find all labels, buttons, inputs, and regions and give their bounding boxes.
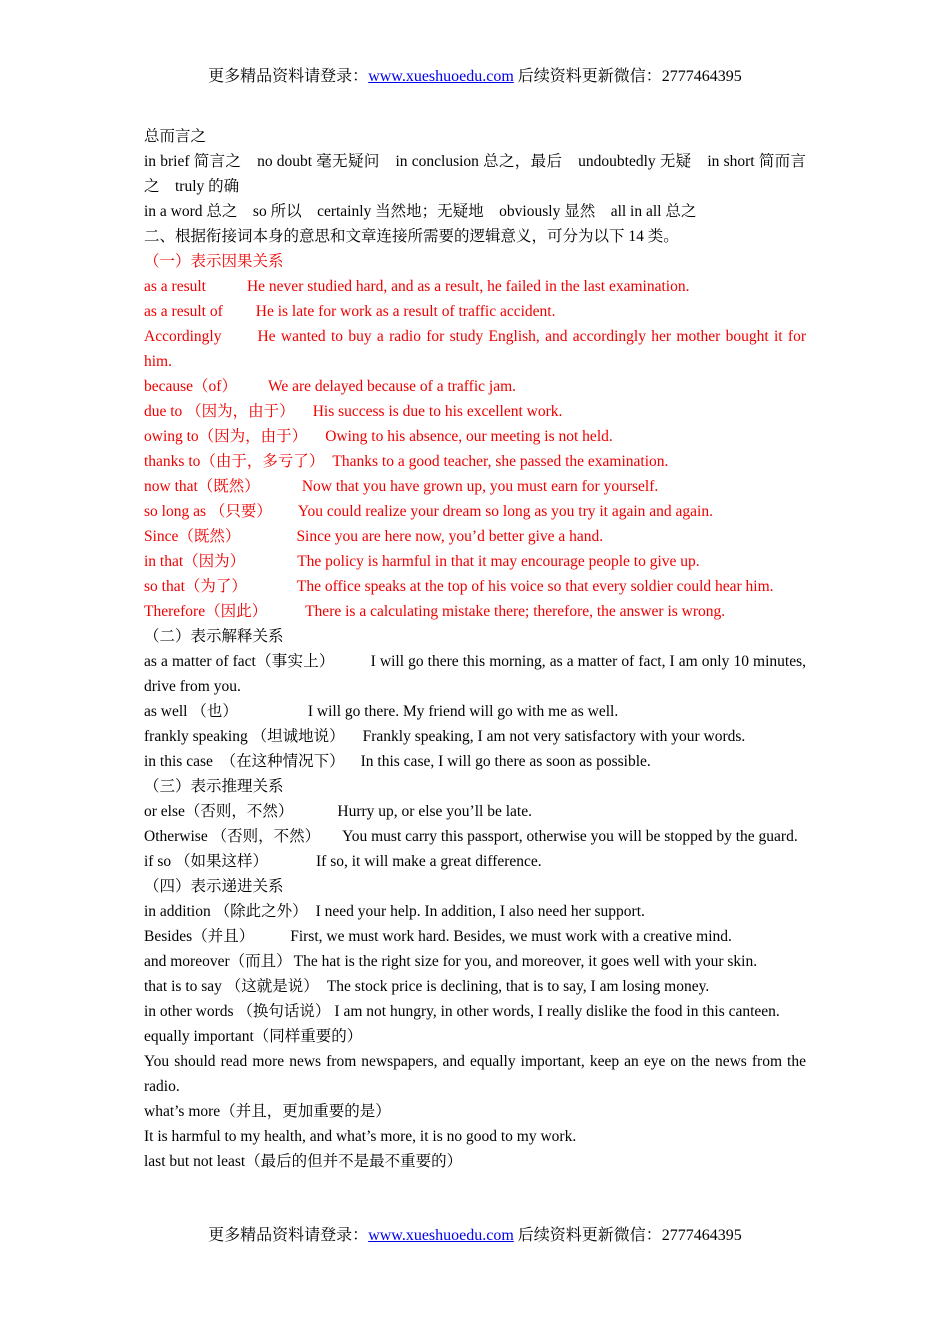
list-item <box>144 324 806 374</box>
intro-line-2: in brief 简言之 no doubt 毫无疑问 in conclusion 总之，最后 undoubtedly 无疑 in short 简而言之 truly 的确 <box>144 153 806 195</box>
example-sentence: He never studied hard, and as a result, he failed in the last examination. <box>246 278 690 295</box>
section-3-heading: （三）表示推理关系 <box>144 778 284 795</box>
connective-term: and moreover（而且） <box>144 953 292 970</box>
example-sentence: We are delayed because of a traffic jam. <box>267 378 517 395</box>
connective-term: if so （如果这样） <box>144 853 269 870</box>
example-sentence: Hurry up, or else you’ll be late. <box>337 803 532 820</box>
connective-term: thanks to（由于，多亏了） <box>144 453 325 470</box>
example-sentence: Thanks to a good teacher, she passed the examination. <box>332 453 669 470</box>
connective-term: that is to say （这就是说） <box>144 978 319 995</box>
list-item <box>144 949 806 974</box>
list-item <box>144 849 806 874</box>
list-item <box>144 999 806 1024</box>
list-item <box>144 374 806 399</box>
connective-term: in addition （除此之外） <box>144 903 308 920</box>
connective-term: so long as （只要） <box>144 503 272 520</box>
connective-term: as a result of <box>144 303 223 320</box>
list-item <box>144 574 806 599</box>
example-sentence: You must carry this passport, otherwise you will be stopped by the guard. <box>342 828 798 845</box>
connective-term: in that（因为） <box>144 553 246 570</box>
connective-term: or else（否则，不然） <box>144 803 294 820</box>
list-item <box>144 724 806 749</box>
header-prefix: 更多精品资料请登录： <box>208 68 369 85</box>
list-item <box>144 924 806 949</box>
connective-term: as a matter of fact（事实上） <box>144 653 335 670</box>
intro-line-4: 二、根据衔接词本身的意思和文章连接所需要的逻辑意义，可分为以下 14 类。 <box>144 228 679 245</box>
example-sentence: His success is due to his excellent work. <box>312 403 563 420</box>
connective-term: in this case （在这种情况下） <box>144 753 345 770</box>
section-2-heading: （二）表示解释关系 <box>144 628 284 645</box>
footer-suffix: 后续资料更新微信：2777464395 <box>513 1227 742 1244</box>
connective-term: frankly speaking （坦诚地说） <box>144 728 345 745</box>
list-item <box>144 274 806 299</box>
list-item <box>144 399 806 424</box>
list-item <box>144 449 806 474</box>
list-item <box>144 899 806 924</box>
list-item <box>144 799 806 824</box>
list-item <box>144 299 806 324</box>
list-item <box>144 749 806 774</box>
example-sentence: Since you are here now, you’d better give a hand. <box>296 528 604 545</box>
example-sentence: The policy is harmful in that it may encourage people to give up. <box>297 553 700 570</box>
footer-link[interactable]: www.xueshuoedu.com <box>368 1227 514 1244</box>
list-item <box>144 474 806 499</box>
example-sentence: I will go there this morning, as a matter of fact, I am only 10 minutes, drive from you. <box>144 653 806 695</box>
example-sentence: First, we must work hard. Besides, we must work with a creative mind. <box>290 928 732 945</box>
connective-term: last but not least（最后的但并不是最不重要的） <box>144 1153 463 1170</box>
example-sentence: The hat is the right size for you, and moreover, it goes well with your skin. <box>293 953 758 970</box>
page-footer <box>0 1225 950 1247</box>
list-item <box>144 499 806 524</box>
list-item <box>144 524 806 549</box>
connective-term: because（of） <box>144 378 237 395</box>
header-suffix: 后续资料更新微信：2777464395 <box>513 68 742 85</box>
example-sentence: There is a calculating mistake there; therefore, the answer is wrong. <box>305 603 726 620</box>
example-sentence: You should read more news from newspapers, and equally important, keep an eye on the news from the radio. <box>144 1053 806 1095</box>
document-body <box>144 124 806 1174</box>
example-sentence: In this case, I will go there as soon as possible. <box>360 753 651 770</box>
example-sentence: He wanted to buy a radio for study English, and accordingly her mother bought it for him. <box>144 328 806 370</box>
connective-term: Accordingly <box>144 328 222 345</box>
connective-term: Besides（并且） <box>144 928 255 945</box>
example-sentence: He is late for work as a result of traffic accident. <box>255 303 556 320</box>
connective-term: as well （也） <box>144 703 238 720</box>
connective-term: equally important（同样重要的） <box>144 1028 363 1045</box>
connective-term: as a result <box>144 278 206 295</box>
example-sentence: You could realize your dream so long as you try it again and again. <box>297 503 713 520</box>
connective-term: due to （因为，由于） <box>144 403 295 420</box>
section-1-heading: （一）表示因果关系 <box>144 253 284 270</box>
example-sentence: Owing to his absence, our meeting is not held. <box>325 428 613 445</box>
connective-term: Since（既然） <box>144 528 241 545</box>
example-sentence: If so, it will make a great difference. <box>316 853 542 870</box>
section-4-heading: （四）表示递进关系 <box>144 878 284 895</box>
list-item <box>144 699 806 724</box>
example-sentence: I need your help. In addition, I also need her support. <box>315 903 645 920</box>
list-item <box>144 974 806 999</box>
connective-term: Therefore（因此） <box>144 603 268 620</box>
connective-term: so that（为了） <box>144 578 247 595</box>
header-link[interactable]: www.xueshuoedu.com <box>368 68 514 85</box>
example-sentence: Now that you have grown up, you must earn for yourself. <box>301 478 659 495</box>
intro-line-1: 总而言之 <box>144 128 207 145</box>
connective-term: owing to（因为，由于） <box>144 428 308 445</box>
connective-term: Otherwise （否则，不然） <box>144 828 321 845</box>
page-header <box>0 66 950 88</box>
connective-term: in other words （换句话说） <box>144 1003 331 1020</box>
list-item <box>144 599 806 624</box>
footer-prefix: 更多精品资料请登录： <box>208 1227 369 1244</box>
connective-term: what’s more（并且，更加重要的是） <box>144 1103 391 1120</box>
example-sentence: Frankly speaking, I am not very satisfactory with your words. <box>362 728 746 745</box>
connective-term: now that（既然） <box>144 478 260 495</box>
example-sentence: I will go there. My friend will go with me as well. <box>307 703 619 720</box>
example-sentence: It is harmful to my health, and what’s more, it is no good to my work. <box>144 1128 577 1145</box>
list-item <box>144 824 806 849</box>
example-sentence: The office speaks at the top of his voice so that every soldier could hear him. <box>296 578 774 595</box>
list-item <box>144 549 806 574</box>
example-sentence: The stock price is declining, that is to say, I am losing money. <box>326 978 710 995</box>
list-item <box>144 424 806 449</box>
example-sentence: I am not hungry, in other words, I really dislike the food in this canteen. <box>334 1003 780 1020</box>
list-item <box>144 649 806 699</box>
intro-line-3: in a word 总之 so 所以 certainly 当然地；无疑地 obviously 显然 all in all 总之 <box>144 203 697 220</box>
